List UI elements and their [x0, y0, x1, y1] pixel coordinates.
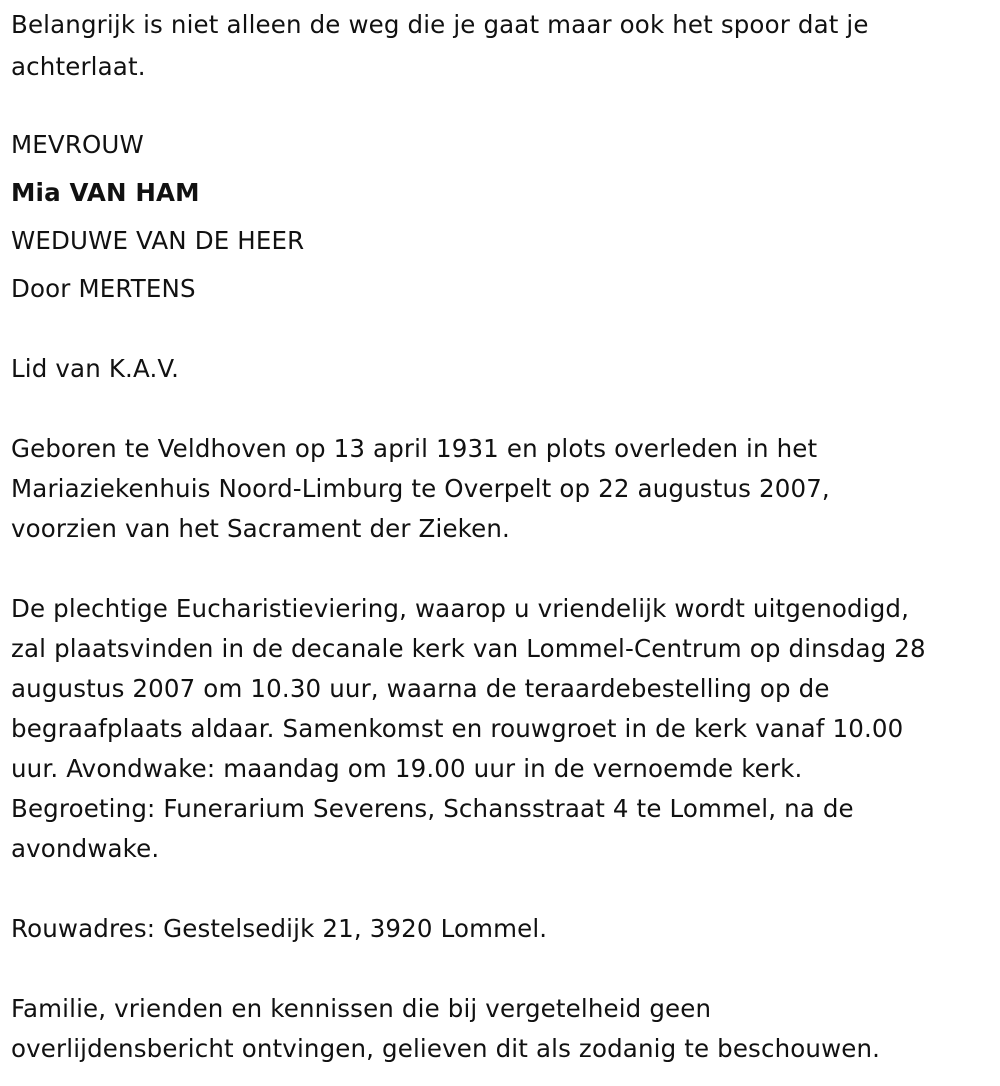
title-line: MEVROUW — [11, 130, 144, 159]
birth-death-line: voorzien van het Sacrament der Zieken. — [11, 514, 510, 543]
ceremony-line: augustus 2007 om 10.30 uur, waarna de teraardebestelling op de — [11, 674, 830, 703]
membership-line: Lid van K.A.V. — [11, 354, 180, 383]
ceremony-line: Begroeting: Funerarium Severens, Schansstraat 4 te Lommel, na de — [11, 794, 854, 823]
ceremony-line: begraafplaats aldaar. Samenkomst en rouwgroet in de kerk vanaf 10.00 — [11, 714, 904, 743]
quote-line: Belangrijk is niet alleen de weg die je gaat maar ook het spoor dat je — [11, 10, 869, 39]
closing-line: overlijdensbericht ontvingen, gelieven dit als zodanig te beschouwen. — [11, 1034, 881, 1063]
ceremony-line: De plechtige Eucharistieviering, waarop u vriendelijk wordt uitgenodigd, — [11, 594, 910, 623]
mourning-address: Rouwadres: Gestelsedijk 21, 3920 Lommel. — [11, 914, 548, 943]
ceremony-line: avondwake. — [11, 834, 160, 863]
birth-death-line: Mariaziekenhuis Noord-Limburg te Overpelt op 22 augustus 2007, — [11, 474, 830, 503]
spouse-name: Door MERTENS — [11, 274, 196, 303]
birth-death-line: Geboren te Veldhoven op 13 april 1931 en plots overleden in het — [11, 434, 818, 463]
deceased-name: Mia VAN HAM — [11, 178, 200, 207]
ceremony-line: zal plaatsvinden in de decanale kerk van Lommel-Centrum op dinsdag 28 — [11, 634, 926, 663]
ceremony-line: uur. Avondwake: maandag om 19.00 uur in de vernoemde kerk. — [11, 754, 803, 783]
closing-line: Familie, vrienden en kennissen die bij vergetelheid geen — [11, 994, 712, 1023]
quote-line: achterlaat. — [11, 52, 146, 81]
widow-of-line: WEDUWE VAN DE HEER — [11, 226, 305, 255]
